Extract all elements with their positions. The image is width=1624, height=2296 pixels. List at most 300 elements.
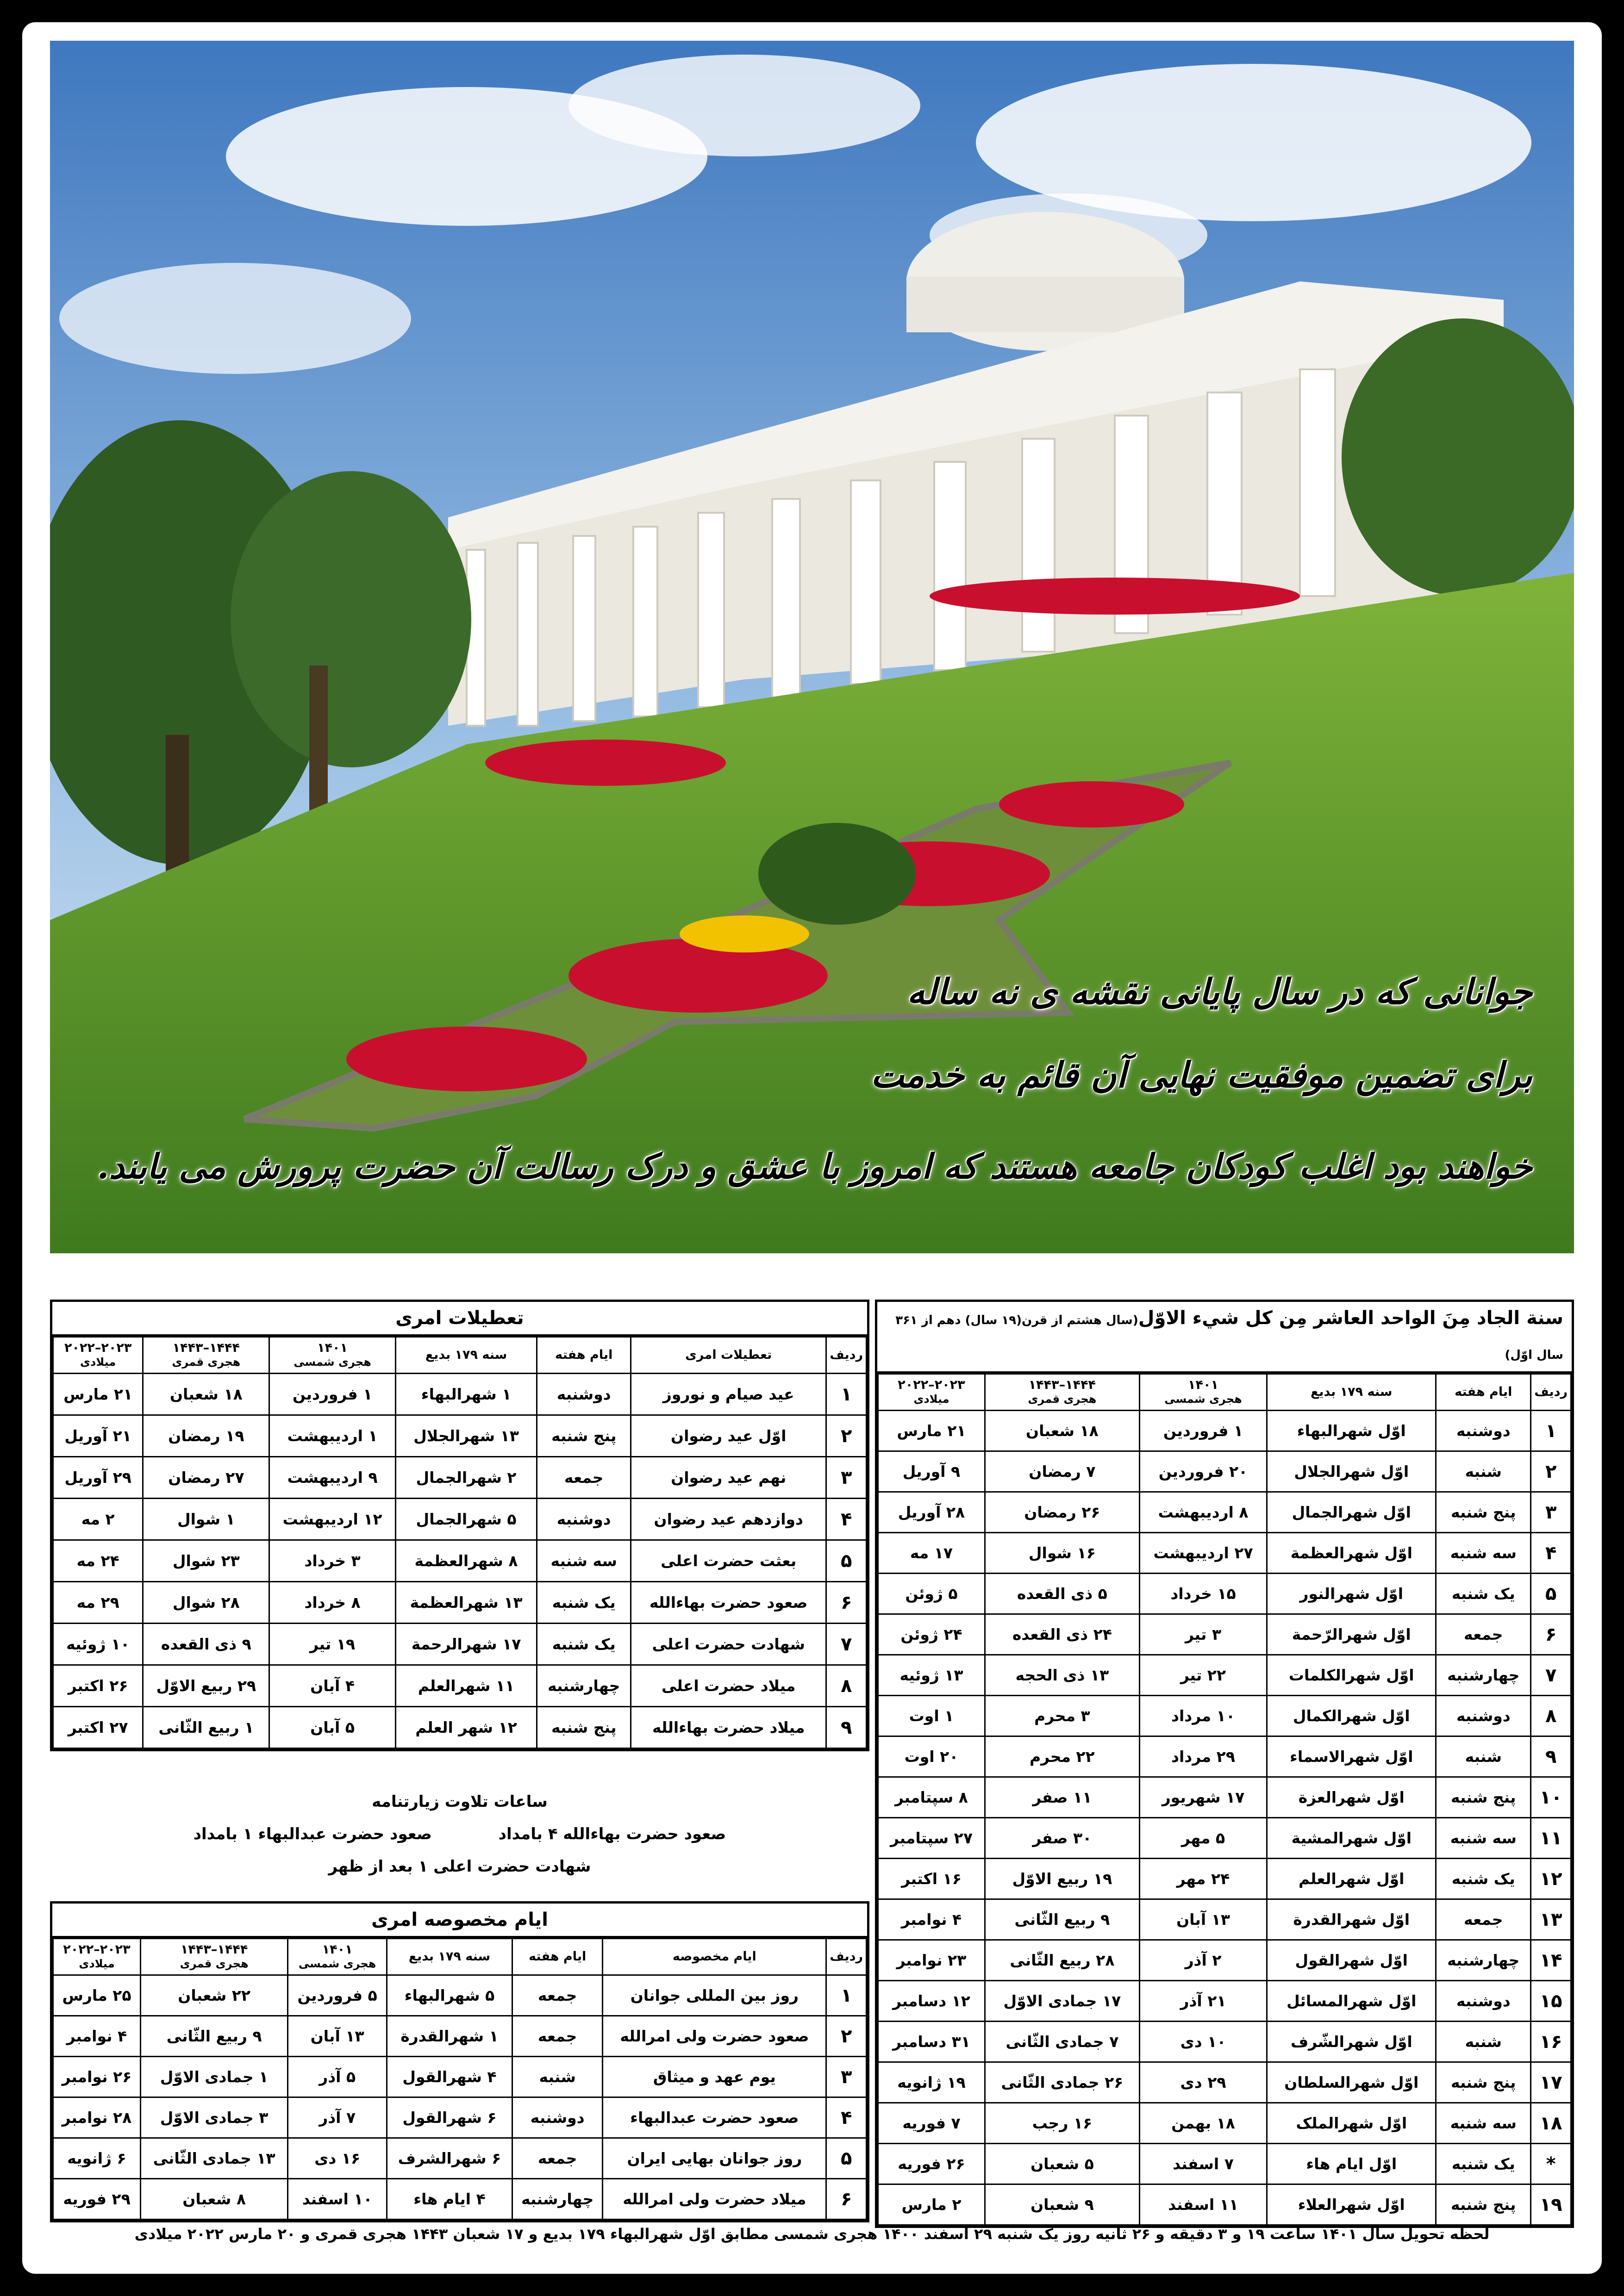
- tilawat-hours: [50, 1786, 869, 1883]
- holidays-cell: ۱۱ شهرالعلم: [395, 1665, 537, 1707]
- calendar-cell: شنبه: [1436, 1736, 1531, 1777]
- holidays-cell: ۲۱ مارس: [53, 1374, 143, 1415]
- calendar-header-main: سنه ۱۷۹ بدیع: [1310, 1385, 1393, 1399]
- special-days-header-3: [387, 1939, 512, 1975]
- calendar-cell: ۹ ربیع الثّانی: [985, 1899, 1139, 1940]
- holidays-cell: ۱۳ شهرالعظمة: [395, 1582, 537, 1624]
- holidays-cell: ۲۶ اکتبر: [53, 1665, 143, 1707]
- special-days-header-2: [512, 1939, 602, 1975]
- holidays-cell: جمعه: [537, 1457, 631, 1499]
- calendar-cell: ۱۷ شهریور: [1139, 1777, 1267, 1818]
- special-days-header-sub: هجری شمسی: [298, 1957, 376, 1970]
- special-days-cell: ۴ شهرالقول: [387, 2057, 512, 2097]
- special-days-row: [53, 2179, 867, 2220]
- holidays-row: [53, 1374, 867, 1415]
- special-days-header-main: ۱۴۴۴–۱۴۴۳: [180, 1942, 248, 1957]
- calendar-cell: ۲۰ اوت: [878, 1736, 985, 1777]
- holidays-cell: ۴: [826, 1499, 867, 1540]
- holidays-cell: ۵ شهرالجمال: [395, 1499, 537, 1540]
- calendar-cell: ۱۷: [1531, 2062, 1571, 2103]
- holidays-header-sub: میلادی: [80, 1356, 116, 1369]
- calendar-cell: ۲۸ آوریل: [878, 1492, 985, 1533]
- special-days-row: [53, 2138, 867, 2179]
- calendar-row: [878, 1859, 1571, 1899]
- calendar-cell: ۶: [1531, 1614, 1571, 1655]
- calendar-title-text: سنة الجاد مِنَ الواحد العاشر مِن کل شيء الاوّل: [1138, 1307, 1563, 1329]
- holidays-cell: دوشنبه: [537, 1374, 631, 1415]
- calendar-cell: ۱۸ بهمن: [1139, 2103, 1267, 2144]
- holidays-cell: ۳: [826, 1457, 867, 1499]
- holidays-cell: ۲۹ آوریل: [53, 1457, 143, 1499]
- tilawat-line-2: شهادت حضرت اعلی ۱ بعد از ظهر: [328, 1857, 591, 1876]
- calendar-cell: جمعه: [1436, 1899, 1531, 1940]
- calendar-cell: اوّل شهرالشّرف: [1267, 2022, 1436, 2062]
- special-days-cell: صعود حضرت عبدالبهاء: [603, 2097, 826, 2138]
- calendar-row: [878, 1574, 1571, 1614]
- calendar-cell: ۲: [1531, 1451, 1571, 1492]
- special-days-header-main: سنه ۱۷۹ بدیع: [408, 1949, 491, 1964]
- calendar-cell: ۱۱: [1531, 1818, 1571, 1859]
- holidays-cell: ۱۸ شعبان: [143, 1374, 269, 1415]
- calendar-cell: ۵ ذی القعده: [985, 1574, 1139, 1614]
- calendar-cell: ۲۴ ذی القعده: [985, 1614, 1139, 1655]
- holidays-cell: ۲۱ آوریل: [53, 1415, 143, 1457]
- calendar-row: [878, 2062, 1571, 2103]
- holidays-cell: شهادت حضرت اعلی: [631, 1624, 826, 1665]
- calendar-cell: ۷ رمضان: [985, 1451, 1139, 1492]
- calendar-cell: *: [1531, 2144, 1571, 2184]
- calendar-cell: ۲۸ ربیع الثّانی: [985, 1940, 1139, 1981]
- holidays-cell: ۱ ربیع الثّانی: [143, 1707, 269, 1748]
- special-days-cell: ۴ نوامبر: [53, 2016, 141, 2057]
- holidays-header-6: [53, 1337, 143, 1374]
- calendar-cell: شنبه: [1436, 1451, 1531, 1492]
- calendar-cell: ۲۶ جمادی الثّانی: [985, 2062, 1139, 2103]
- calendar-cell: ۲۶ فوریه: [878, 2144, 985, 2184]
- calendar-header-main: ۱۴۴۴–۱۴۴۳: [1028, 1378, 1096, 1392]
- holidays-cell: ۱ شهرالبهاء: [395, 1374, 537, 1415]
- holidays-cell: ۳ خرداد: [269, 1540, 395, 1582]
- calendar-row: [878, 2184, 1571, 2225]
- special-days-cell: جمعه: [512, 2138, 602, 2179]
- special-days-cell: جمعه: [512, 2016, 602, 2057]
- calendar-header-sub: هجری شمسی: [1164, 1393, 1242, 1406]
- calendar-cell: ۳۱ دسامبر: [878, 2022, 985, 2062]
- calendar-cell: اوّل شهرالعلم: [1267, 1859, 1436, 1899]
- holidays-cell: سه شنبه: [537, 1540, 631, 1582]
- calendar-cell: ۳۰ صفر: [985, 1818, 1139, 1859]
- calendar-title: [877, 1302, 1572, 1373]
- calendar-cell: ۲۹ دی: [1139, 2062, 1267, 2103]
- special-days-cell: ۲۹ فوریه: [53, 2179, 141, 2220]
- calendar-cell: ۱۷ جمادی الاوّل: [985, 1981, 1139, 2022]
- special-days-title: ایام مخصوصه امری: [52, 1904, 867, 1938]
- calendar-cell: ۵ ژوئن: [878, 1574, 985, 1614]
- special-days-cell: ۵ آذر: [288, 2057, 387, 2097]
- holidays-header-3: [395, 1337, 537, 1374]
- calendar-cell: ۱۶ شوال: [985, 1533, 1139, 1574]
- holidays-header-main: ۲۰۲۳–۲۰۲۲: [64, 1341, 132, 1355]
- holidays-row: [53, 1707, 867, 1748]
- holidays-header-4: [269, 1337, 395, 1374]
- calendar-cell: ۱ اوت: [878, 1696, 985, 1736]
- special-days-cell: چهارشنبه: [512, 2179, 602, 2220]
- special-days-cell: جمعه: [512, 1975, 602, 2016]
- calendar-cell: اوّل شهرالعزة: [1267, 1777, 1436, 1818]
- calendar-row: [878, 1411, 1571, 1451]
- calendar-cell: ۷ اسفند: [1139, 2144, 1267, 2184]
- quote-line-1: جوانانی که در سال پایانی نقشه ی نه ساله: [907, 971, 1532, 1012]
- calendar-cell: ۲۱ مارس: [878, 1411, 985, 1451]
- calendar-cell: ۱۱ اسفند: [1139, 2184, 1267, 2225]
- calendar-row: [878, 1614, 1571, 1655]
- calendar-header-main: ۱۴۰۱: [1188, 1378, 1218, 1392]
- calendar-cell: اوّل شهرالرّحمة: [1267, 1614, 1436, 1655]
- holidays-header-main: ایام هفته: [555, 1348, 613, 1362]
- calendar-cell: ۷ فوریه: [878, 2103, 985, 2144]
- special-days-cell: ۵ شهرالبهاء: [387, 1975, 512, 2016]
- calendar-cell: ۱۵ خرداد: [1139, 1574, 1267, 1614]
- calendar-header-2: [1267, 1374, 1436, 1411]
- calendar-cell: سه شنبه: [1436, 1533, 1531, 1574]
- holidays-header-5: [143, 1337, 269, 1374]
- special-days-grid: [52, 1938, 867, 2220]
- calendar-row: [878, 1899, 1571, 1940]
- calendar-cell: ۲۰ فروردین: [1139, 1451, 1267, 1492]
- holidays-cell: دوشنبه: [537, 1499, 631, 1540]
- calendar-cell: ۵: [1531, 1574, 1571, 1614]
- special-days-header-sub: میلادی: [79, 1957, 115, 1970]
- calendar-row: [878, 2144, 1571, 2184]
- calendar-cell: ۱۲: [1531, 1859, 1571, 1899]
- calendar-cell: ۲۹ مرداد: [1139, 1736, 1267, 1777]
- special-days-cell: ۵ فروردین: [288, 1975, 387, 2016]
- calendar-header-1: [1436, 1374, 1531, 1411]
- calendar-row: [878, 1533, 1571, 1574]
- holidays-row: [53, 1499, 867, 1540]
- calendar-cell: ۲ مارس: [878, 2184, 985, 2225]
- calendar-row: [878, 1777, 1571, 1818]
- calendar-cell: ۵ مهر: [1139, 1818, 1267, 1859]
- special-days-header-main: ۱۴۰۱: [322, 1942, 353, 1957]
- special-days-cell: ۳: [826, 2057, 867, 2097]
- calendar-header-5: [878, 1374, 985, 1411]
- special-days-cell: ۱ شهرالقدرة: [387, 2016, 512, 2057]
- calendar-header-main: ۲۰۲۳–۲۰۲۲: [898, 1378, 965, 1392]
- holidays-header-1: [631, 1337, 826, 1374]
- special-days-cell: ۲۲ شعبان: [140, 1975, 287, 2016]
- calendar-cell: ۴: [1531, 1533, 1571, 1574]
- calendar-cell: ۸ سپتامبر: [878, 1777, 985, 1818]
- calendar-cell: پنج شنبه: [1436, 1492, 1531, 1533]
- calendar-cell: ۱۰ مرداد: [1139, 1696, 1267, 1736]
- calendar-cell: سه شنبه: [1436, 1818, 1531, 1859]
- calendar-cell: ۱۸ شعبان: [985, 1411, 1139, 1451]
- special-days-header-sub: هجری قمری: [180, 1957, 249, 1970]
- calendar-cell: اوّل شهرالکمال: [1267, 1696, 1436, 1736]
- calendar-cell: پنج شنبه: [1436, 2062, 1531, 2103]
- special-days-header-6: [53, 1939, 141, 1975]
- calendar-cell: یک شنبه: [1436, 2144, 1531, 2184]
- calendar-page: [22, 22, 1602, 2274]
- special-days-header-main: ۲۰۲۳–۲۰۲۲: [63, 1942, 131, 1957]
- calendar-cell: اوّل شهرالمسائل: [1267, 1981, 1436, 2022]
- calendar-cell: ۱۸: [1531, 2103, 1571, 2144]
- holidays-grid: [52, 1336, 867, 1749]
- calendar-cell: اوّل شهرالعلاء: [1267, 2184, 1436, 2225]
- holidays-header-0: [826, 1337, 867, 1374]
- badi-calendar-table: [875, 1300, 1574, 2228]
- calendar-subtitle: (سال هشتم از قرن(۱۹ سال) دهم از ۳۶۱ سال اوّل): [895, 1313, 1563, 1362]
- calendar-cell: ۹ شعبان: [985, 2184, 1139, 2225]
- calendar-cell: ۲۴ مهر: [1139, 1859, 1267, 1899]
- holidays-cell: ۱ فروردین: [269, 1374, 395, 1415]
- calendar-header-3: [1139, 1374, 1267, 1411]
- calendar-cell: اوّل شهرالقدرة: [1267, 1899, 1436, 1940]
- special-days-cell: ۵: [826, 2138, 867, 2179]
- holidays-title: تعطیلات امری: [52, 1302, 867, 1336]
- holidays-cell: پنج شنبه: [537, 1415, 631, 1457]
- calendar-cell: ۲۴ ژوئن: [878, 1614, 985, 1655]
- quote-line-2: برای تضمین موفقیت نهایی آن قائم به خدمت: [870, 1054, 1532, 1095]
- holidays-cell: دوازدهم عید رضوان: [631, 1499, 826, 1540]
- calendar-cell: ۳: [1531, 1492, 1571, 1533]
- holidays-header-sub: هجری شمسی: [294, 1356, 371, 1369]
- calendar-cell: یک شنبه: [1436, 1859, 1531, 1899]
- holidays-cell: ۲۳ شوال: [143, 1540, 269, 1582]
- calendar-cell: ۱۳ ژوئیه: [878, 1655, 985, 1696]
- calendar-cell: ۱۶ اکتبر: [878, 1859, 985, 1899]
- calendar-cell: اوّل شهرالجمال: [1267, 1492, 1436, 1533]
- special-days-cell: ۱۳ جمادی الثّانی: [140, 2138, 287, 2179]
- calendar-cell: چهارشنبه: [1436, 1940, 1531, 1981]
- calendar-cell: ۲۲ تیر: [1139, 1655, 1267, 1696]
- holidays-cell: میلاد حضرت اعلی: [631, 1665, 826, 1707]
- calendar-cell: ۲۷ اردیبهشت: [1139, 1533, 1267, 1574]
- special-days-cell: ۱۳ آبان: [288, 2016, 387, 2057]
- holidays-cell: ۱۰ ژوئیه: [53, 1624, 143, 1665]
- holidays-cell: ۲ شهرالجمال: [395, 1457, 537, 1499]
- calendar-cell: ۲۱ آذر: [1139, 1981, 1267, 2022]
- special-days-cell: ۶ شهرالشرف: [387, 2138, 512, 2179]
- holidays-header-sub: هجری قمری: [172, 1356, 241, 1369]
- calendar-cell: ۴ نوامبر: [878, 1899, 985, 1940]
- calendar-cell: ۱۹: [1531, 2184, 1571, 2225]
- calendar-cell: ۸ اردیبهشت: [1139, 1492, 1267, 1533]
- calendar-cell: ۱ فروردین: [1139, 1411, 1267, 1451]
- calendar-cell: پنج شنبه: [1436, 2184, 1531, 2225]
- holidays-cell: یک شنبه: [537, 1624, 631, 1665]
- calendar-cell: ۱۴: [1531, 1940, 1571, 1981]
- calendar-cell: سه شنبه: [1436, 2103, 1531, 2144]
- holidays-row: [53, 1665, 867, 1707]
- holidays-cell: ۹ ذی القعده: [143, 1624, 269, 1665]
- calendar-cell: ۹: [1531, 1736, 1571, 1777]
- calendar-cell: ۱۶: [1531, 2022, 1571, 2062]
- special-days-cell: ۶ ژانویه: [53, 2138, 141, 2179]
- special-days-cell: روز بین المللی جوانان: [603, 1975, 826, 2016]
- holidays-cell: عید صیام و نوروز: [631, 1374, 826, 1415]
- holidays-cell: ۱ اردیبهشت: [269, 1415, 395, 1457]
- special-days-row: [53, 2057, 867, 2097]
- calendar-row: [878, 1940, 1571, 1981]
- special-days-cell: ۸ شعبان: [140, 2179, 287, 2220]
- calendar-cell: اوّل شهرالکلمات: [1267, 1655, 1436, 1696]
- special-days-cell: شنبه: [512, 2057, 602, 2097]
- special-days-header-main: ایام هفته: [529, 1949, 587, 1964]
- calendar-row: [878, 1818, 1571, 1859]
- calendar-cell: ۲۶ رمضان: [985, 1492, 1139, 1533]
- special-days-header-main: ردیف: [830, 1949, 863, 1964]
- special-days-header-5: [140, 1939, 287, 1975]
- holidays-row: [53, 1540, 867, 1582]
- special-days-cell: ۱۶ دی: [288, 2138, 387, 2179]
- calendar-cell: اوّل شهرالعظمة: [1267, 1533, 1436, 1574]
- holidays-cell: ۲۴ مه: [53, 1540, 143, 1582]
- calendar-cell: ۱۳ ذی الحجه: [985, 1655, 1139, 1696]
- calendar-cell: ۱۲ دسامبر: [878, 1981, 985, 2022]
- calendar-row: [878, 2103, 1571, 2144]
- holidays-cell: ۸ خرداد: [269, 1582, 395, 1624]
- holidays-cell: ۱۲ اردیبهشت: [269, 1499, 395, 1540]
- holidays-cell: ۲: [826, 1415, 867, 1457]
- holidays-cell: میلاد حضرت بهاءالله: [631, 1707, 826, 1748]
- calendar-cell: ۷ جمادی الثّانی: [985, 2022, 1139, 2062]
- holidays-row: [53, 1415, 867, 1457]
- tilawat-title: ساعات تلاوت زیارتنامه: [372, 1792, 548, 1811]
- calendar-cell: ۷: [1531, 1655, 1571, 1696]
- special-days-header-main: ایام مخصوصه: [672, 1949, 756, 1964]
- holidays-cell: ۲۹ مه: [53, 1582, 143, 1624]
- calendar-cell: ۱۵: [1531, 1981, 1571, 2022]
- holidays-cell: پنج شنبه: [537, 1707, 631, 1748]
- special-days-cell: صعود حضرت ولی امرالله: [603, 2016, 826, 2057]
- special-days-cell: ۲: [826, 2016, 867, 2057]
- quote-line-3: خواهند بود اغلب کودکان جامعه هستند که امروز با عشق و درک رسالت آن حضرت پرورش می یابند.: [97, 1147, 1532, 1187]
- calendar-cell: یک شنبه: [1436, 1574, 1531, 1614]
- calendar-cell: اوّل شهرالنور: [1267, 1574, 1436, 1614]
- holidays-cell: ۸ شهرالعظمة: [395, 1540, 537, 1582]
- calendar-cell: دوشنبه: [1436, 1411, 1531, 1451]
- calendar-cell: اوّل شهرالمشیة: [1267, 1818, 1436, 1859]
- holidays-header-2: [537, 1337, 631, 1374]
- special-days-header-0: [826, 1939, 867, 1975]
- holidays-cell: بعثت حضرت اعلی: [631, 1540, 826, 1582]
- calendar-row: [878, 2022, 1571, 2062]
- holidays-header-main: تعطیلات امری: [685, 1348, 772, 1362]
- special-days-cell: روز جوانان بهایی ایران: [603, 2138, 826, 2179]
- special-days-cell: ۹ ربیع الثّانی: [140, 2016, 287, 2057]
- calendar-cell: ۲ آذر: [1139, 1940, 1267, 1981]
- calendar-cell: شنبه: [1436, 2022, 1531, 2062]
- calendar-header-sub: هجری قمری: [1028, 1393, 1097, 1406]
- calendar-cell: دوشنبه: [1436, 1696, 1531, 1736]
- calendar-cell: ۱۶ رجب: [985, 2103, 1139, 2144]
- calendar-header-main: ردیف: [1534, 1385, 1568, 1399]
- special-days-cell: ۶: [826, 2179, 867, 2220]
- holidays-header-main: سنه ۱۷۹ بدیع: [425, 1348, 507, 1362]
- holidays-cell: ۱۷ شهرالرحمة: [395, 1624, 537, 1665]
- calendar-cell: ۱۹ ژانویه: [878, 2062, 985, 2103]
- special-days-cell: ۴: [826, 2097, 867, 2138]
- holidays-cell: چهارشنبه: [537, 1665, 631, 1707]
- calendar-cell: ۸: [1531, 1696, 1571, 1736]
- holidays-row: [53, 1457, 867, 1499]
- calendar-row: [878, 1981, 1571, 2022]
- special-days-cell: ۱ جمادی الاوّل: [140, 2057, 287, 2097]
- special-days-cell: ۲۸ نوامبر: [53, 2097, 141, 2138]
- tilawat-line-1: [50, 1818, 869, 1850]
- calendar-cell: ۱۱ صفر: [985, 1777, 1139, 1818]
- holidays-cell: ۷: [826, 1624, 867, 1665]
- special-days-cell: ۱: [826, 1975, 867, 2016]
- holidays-row: [53, 1582, 867, 1624]
- special-days-cell: ۳ جمادی الاوّل: [140, 2097, 287, 2138]
- tilawat-bahaullah: صعود حضرت بهاءالله ۴ بامداد: [498, 1825, 726, 1843]
- tilawat-abdulbaha: صعود حضرت عبدالبهاء ۱ بامداد: [193, 1825, 432, 1843]
- calendar-cell: چهارشنبه: [1436, 1655, 1531, 1696]
- calendar-header-sub: میلادی: [913, 1393, 949, 1406]
- holidays-cell: ۲ مه: [53, 1499, 143, 1540]
- calendar-cell: ۱: [1531, 1411, 1571, 1451]
- holidays-cell: ۱۹ رمضان: [143, 1415, 269, 1457]
- calendar-row: [878, 1736, 1571, 1777]
- calendar-cell: ۱۰ دی: [1139, 2022, 1267, 2062]
- special-days-row: [53, 2097, 867, 2138]
- holidays-header-main: ردیف: [830, 1348, 863, 1362]
- holidays-cell: ۵ آبان: [269, 1707, 395, 1748]
- calendar-cell: اوّل شهرالاسماء: [1267, 1736, 1436, 1777]
- calendar-row: [878, 1451, 1571, 1492]
- special-days-cell: ۲۶ نوامبر: [53, 2057, 141, 2097]
- holidays-cell: اوّل عید رضوان: [631, 1415, 826, 1457]
- special-days-cell: ۶ شهرالقول: [387, 2097, 512, 2138]
- holidays-cell: ۱۳ شهرالجلال: [395, 1415, 537, 1457]
- special-days-row: [53, 1975, 867, 2016]
- calendar-cell: ۱۳ آبان: [1139, 1899, 1267, 1940]
- calendar-grid: [877, 1373, 1572, 2226]
- holidays-cell: ۱: [826, 1374, 867, 1415]
- calendar-cell: جمعه: [1436, 1614, 1531, 1655]
- calendar-cell: ۵ شعبان: [985, 2144, 1139, 2184]
- calendar-cell: ۲۷ سپتامبر: [878, 1818, 985, 1859]
- holidays-cell: ۲۸ شوال: [143, 1582, 269, 1624]
- holidays-cell: نهم عید رضوان: [631, 1457, 826, 1499]
- holidays-cell: ۱۹ تیر: [269, 1624, 395, 1665]
- holidays-cell: ۱ شوال: [143, 1499, 269, 1540]
- special-days-row: [53, 2016, 867, 2057]
- calendar-cell: اوّل شهرالسلطان: [1267, 2062, 1436, 2103]
- special-days-header-4: [288, 1939, 387, 1975]
- calendar-cell: ۳ تیر: [1139, 1614, 1267, 1655]
- holidays-cell: ۸: [826, 1665, 867, 1707]
- calendar-row: [878, 1492, 1571, 1533]
- calendar-cell: اوّل شهرالملک: [1267, 2103, 1436, 2144]
- holidays-cell: ۴ آبان: [269, 1665, 395, 1707]
- holidays-cell: ۲۷ اکتبر: [53, 1707, 143, 1748]
- calendar-cell: دوشنبه: [1436, 1981, 1531, 2022]
- calendar-row: [878, 1696, 1571, 1736]
- special-days-cell: ۷ آذر: [288, 2097, 387, 2138]
- special-days-cell: یوم عهد و میثاق: [603, 2057, 826, 2097]
- holidays-cell: ۹: [826, 1707, 867, 1748]
- calendar-cell: ۱۰: [1531, 1777, 1571, 1818]
- holidays-cell: ۲۹ ربیع الاوّل: [143, 1665, 269, 1707]
- special-days-cell: ۴ ایام هاء: [387, 2179, 512, 2220]
- calendar-cell: ۱۹ ربیع الاوّل: [985, 1859, 1139, 1899]
- special-days-cell: میلاد حضرت ولی امرالله: [603, 2179, 826, 2220]
- calendar-header-4: [985, 1374, 1139, 1411]
